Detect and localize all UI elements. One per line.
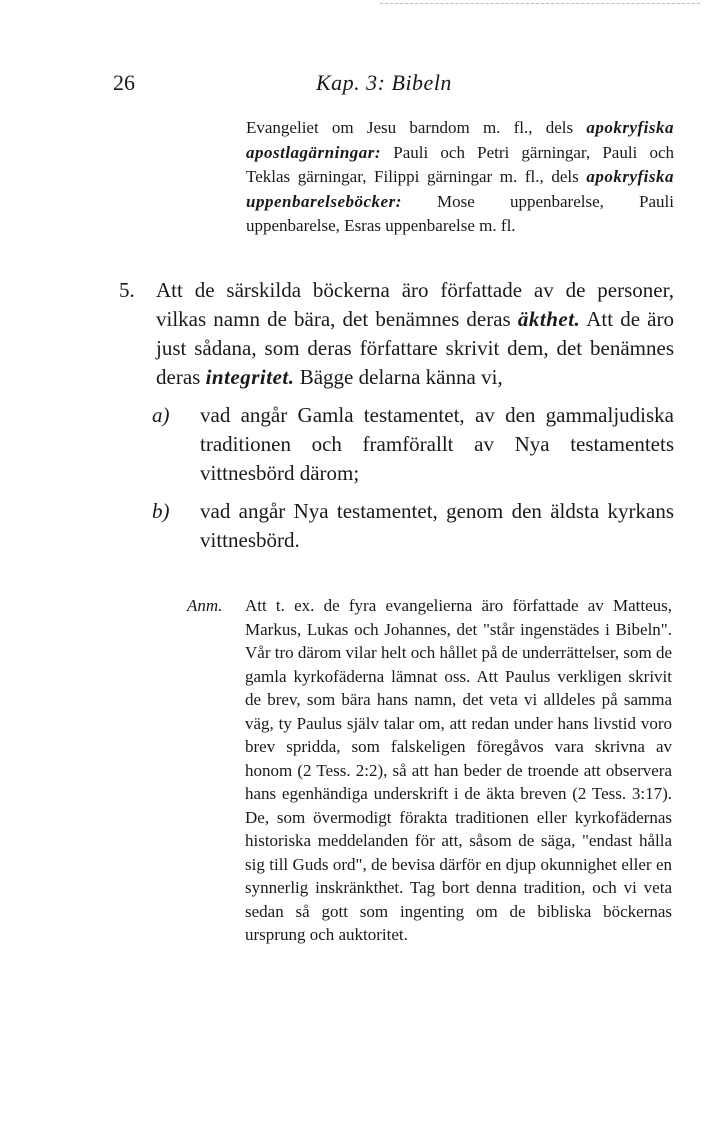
section-5 xyxy=(119,276,674,555)
list-item-text: vad angår Nya testamentet, genom den äldsta kyrkans vittnesbörd. xyxy=(200,499,674,552)
term-akthet: äkthet. xyxy=(517,307,581,331)
list-item-label: a) xyxy=(152,403,170,427)
text-run: Att de äro just sådana, som deras författare skrivit dem, det benämnes deras xyxy=(156,307,674,389)
list-item-label: b) xyxy=(152,499,170,523)
page-number: 26 xyxy=(113,70,135,95)
note-text: Att t. ex. de fyra evangelierna äro författade av Matteus, Markus, Lukas och Johannes, det "står ingenstädes i Bibeln". Vår tro därom vilar helt och hållet på de underrättelser, som de gamla kyrkofäderna lämnat oss. Att Paulus verkligen skrivit de brev, som bära hans namn, det veta vi alldeles på samma väg, ty Paulus själv talar om, att redan under hans livstid voro brev spridda, som falskeligen föregåvos vara skrivna av honom (2 Tess. 2:2), så att han beder de troende att observera hans egenhändiga underskrift i de äkta breven (2 Tess. 3:17). De, som övermodigt förakta traditionen eller kyrkofädernas historiska meddelanden för att, såsom de säga, "endast hålla sig till Guds ord", de bevisa därför en djup okunnighet eller en synnerlig inskränkthet. Tag bort denna tradition, och vi veta sedan så gott som ingenting om de bibliska böckernas ursprung och auktoritet. xyxy=(245,596,672,944)
top-edge-rule xyxy=(380,3,700,4)
emphasis-uppenbarelseböcker: apokryfiska uppenbarelseböcker: xyxy=(246,167,674,211)
list-item-text: vad angår Gamla testamentet, av den gammaljudiska traditionen och framförallt av Nya testamentets vittnesbörd därom; xyxy=(200,403,674,485)
running-head: Kap. 3: Bibeln xyxy=(316,70,452,95)
term-integritet: integritet. xyxy=(205,365,295,389)
list-item-b xyxy=(152,497,674,555)
text-run: Bägge delarna känna vi, xyxy=(294,365,503,389)
text-run: Pauli och Petri gärningar, Pauli och Teklas gärningar, Filippi gärningar m. fl., dels xyxy=(246,142,674,186)
section-number: 5. xyxy=(119,278,135,302)
annotation-note xyxy=(187,594,672,947)
section-paragraph xyxy=(156,276,674,392)
list-item-a xyxy=(152,401,674,488)
text-run: Mose uppenbarelse, Pauli uppenbarelse, Esras uppenbarelse m. fl. xyxy=(246,191,674,235)
apocrypha-list-paragraph xyxy=(246,116,674,239)
text-run: Att de särskilda böckerna äro författade av de personer, vilkas namn de bära, det benämnes deras xyxy=(156,278,674,331)
text-run: Evangeliet om Jesu barndom m. fl., dels xyxy=(246,118,587,137)
emphasis-apostlagarningar: apokryfiska apostlagärningar: xyxy=(246,118,674,162)
note-label: Anm. xyxy=(187,596,223,615)
